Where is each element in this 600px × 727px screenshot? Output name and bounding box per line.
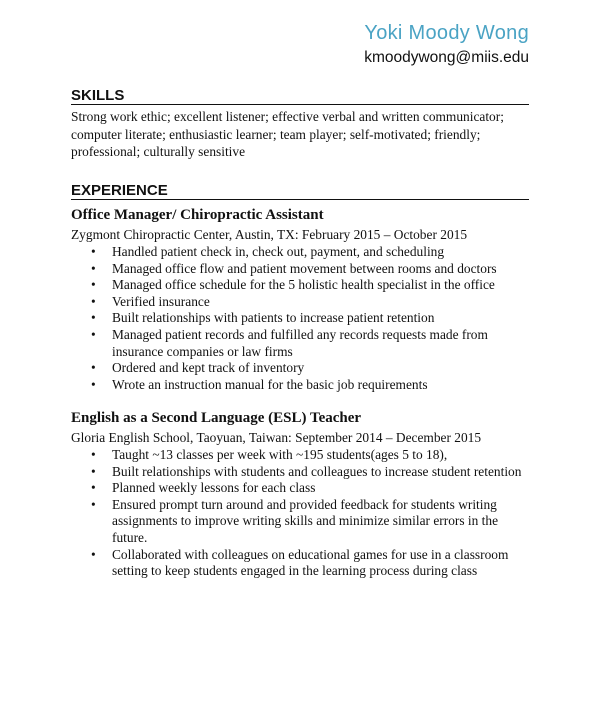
bullet-text: Wrote an instruction manual for the basic job requirements — [112, 376, 428, 392]
bullet-text: Built relationships with patients to increase patient retention — [112, 310, 435, 326]
bullet-icon: • — [91, 447, 96, 462]
bullet-item — [71, 261, 529, 278]
bullet-text: Managed patient records and fulfilled any records requests made from insurance companies or law firms — [112, 326, 488, 359]
bullet-item — [71, 310, 529, 327]
bullet-icon: • — [91, 360, 96, 376]
bullet-text: Verified insurance — [112, 293, 210, 309]
bullet-item — [71, 360, 529, 377]
bullet-icon: • — [91, 277, 96, 293]
job-title: Office Manager/ Chiropractic Assistant — [71, 207, 324, 223]
bullet-icon: • — [91, 480, 96, 496]
bullet-text: Built relationships with students and colleagues to increase student retention — [112, 463, 522, 479]
bullet-icon: • — [91, 496, 96, 512]
bullet-text: Planned weekly lessons for each class — [112, 480, 316, 496]
bullet-text: Handled patient check in, check out, payment, and scheduling — [112, 244, 445, 259]
bullet-icon: • — [91, 463, 96, 479]
bullet-text: Managed office schedule for the 5 holistic health specialist in the office — [112, 277, 495, 293]
bullet-item — [71, 277, 529, 294]
bullet-item — [71, 480, 529, 497]
bullet-icon: • — [91, 310, 96, 326]
bullet-item — [71, 464, 529, 481]
skills-text: Strong work ethic; excellent listener; effective verbal and written communicator; computer literate; enthusiastic learner; team player; self-motivated; friendly; professional; culturally sensitive — [71, 109, 504, 159]
bullet-item — [71, 294, 529, 311]
bullet-text: Taught ~13 classes per week with ~195 students(ages 5 to 18), — [112, 447, 448, 462]
bullet-icon: • — [91, 376, 96, 392]
job-title: English as a Second Language (ESL) Teacher — [71, 410, 362, 426]
bullet-text: Collaborated with colleagues on educational games for use in a classroom setting to keep students engaged in the learning process during class — [112, 546, 509, 579]
bullet-item — [71, 447, 529, 464]
bullet-text: Managed office flow and patient movement between rooms and doctors — [112, 260, 497, 276]
candidate-name: Yoki Moody Wong — [364, 22, 529, 44]
bullet-item — [71, 244, 529, 261]
job-subtitle: Gloria English School, Taoyuan, Taiwan: September 2014 – December 2015 — [71, 430, 482, 445]
bullet-item — [71, 497, 529, 547]
bullet-icon: • — [91, 326, 96, 342]
candidate-email[interactable]: kmoodywong@miis.edu — [364, 49, 529, 66]
skills-heading: SKILLS — [71, 87, 529, 105]
bullet-item — [71, 377, 529, 394]
job-bullet-list — [71, 244, 529, 393]
job-bullet-list — [71, 447, 529, 580]
experience-heading: EXPERIENCE — [71, 182, 529, 200]
job-subtitle: Zygmont Chiropractic Center, Austin, TX: February 2015 – October 2015 — [71, 227, 468, 242]
bullet-text: Ensured prompt turn around and provided feedback for students writing assignments to improve writing skills and minimize similar errors in the future. — [112, 496, 499, 545]
bullet-item — [71, 327, 529, 360]
bullet-icon: • — [91, 293, 96, 309]
bullet-icon: • — [91, 546, 96, 562]
bullet-icon: • — [91, 260, 96, 276]
bullet-item — [71, 547, 529, 580]
bullet-text: Ordered and kept track of inventory — [112, 360, 305, 376]
bullet-icon: • — [91, 244, 96, 259]
